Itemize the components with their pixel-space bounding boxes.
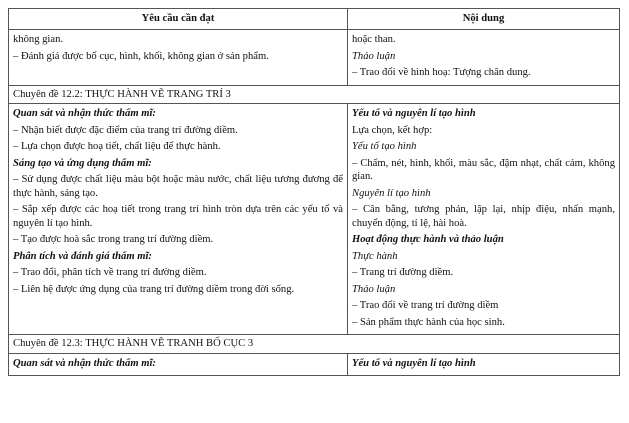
row-b-requirements-cell	[9, 104, 348, 335]
list-item: – Đánh giá được bố cục, hình, khối, không gian ở sản phẩm.	[13, 50, 269, 62]
header-content: Nội dung	[348, 9, 620, 30]
section-heading: Yếu tố và nguyên lí tạo hình	[352, 357, 476, 369]
list-item: – Nhận biết được đặc điểm của trang trí đường diềm.	[13, 124, 238, 136]
list-item: – Lựa chọn được hoạ tiết, chất liệu để thực hành.	[13, 141, 221, 152]
header-requirements: Yêu cầu cần đạt	[9, 9, 348, 30]
topic-title-12-2: Chuyên đề 12.2: THỰC HÀNH VẼ TRANG TRÍ 3	[9, 85, 620, 104]
section-heading: Quan sát và nhận thức thẩm mĩ:	[13, 357, 156, 369]
list-item: – Cân bằng, tương phản, lặp lại, nhịp điệu, nhấn mạnh, chuyển động, tỉ lệ, hài hoà.	[352, 204, 615, 229]
topic-title-12-3: Chuyên đề 12.3: THỰC HÀNH VẼ TRANH BỐ CỤC 3	[9, 335, 620, 354]
topic-row	[9, 335, 620, 354]
row-c-requirements-cell	[9, 353, 348, 376]
list-item: – Trang trí đường diềm.	[352, 267, 454, 278]
list-item: – Trao đổi về trang trí đường diềm	[352, 300, 499, 311]
section-heading: Phân tích và đánh giá thẩm mĩ:	[13, 250, 152, 262]
list-item: Lựa chọn, kết hợp:	[352, 124, 433, 136]
row-a-requirements-cell	[9, 30, 348, 86]
list-item: – Trao đổi, phân tích về trang trí đường diềm.	[13, 267, 207, 278]
list-item: – Chấm, nét, hình, khối, màu sắc, đậm nhạt, chất cảm, không gian.	[352, 157, 615, 182]
list-item: không gian.	[13, 34, 64, 45]
table-row	[9, 104, 620, 335]
table-row	[9, 30, 620, 86]
subsection-label: Nguyên lí tạo hình	[352, 187, 431, 199]
header-row	[9, 9, 620, 30]
section-heading: Sáng tạo và ứng dụng thẩm mĩ:	[13, 157, 152, 169]
list-item: – Sắp xếp được các hoạ tiết trong trang trí hình tròn dựa trên các yếu tố và nguyên lí tạo hình.	[13, 204, 343, 229]
subsection-label: Yếu tố tạo hình	[352, 141, 417, 152]
subsection-label: Thảo luận	[352, 283, 396, 295]
list-item: – Sản phẩm thực hành của học sinh.	[352, 316, 505, 328]
section-heading: Yếu tố và nguyên lí tạo hình	[352, 108, 476, 119]
list-item: – Sử dụng được chất liệu màu bột hoặc màu nước, chất liệu tương đương để thực hành, sáng tạo.	[13, 174, 343, 199]
row-c-content-cell	[348, 353, 620, 376]
section-heading: Hoạt động thực hành và thảo luận	[352, 234, 504, 245]
subsection-label: Thảo luận	[352, 50, 396, 62]
table-row	[9, 353, 620, 376]
curriculum-table	[8, 8, 620, 376]
list-item: – Trao đổi về hình hoạ: Tượng chân dung.	[352, 67, 531, 78]
row-a-content-cell	[348, 30, 620, 86]
subsection-label: Thực hành	[352, 250, 398, 262]
section-heading: Quan sát và nhận thức thẩm mĩ:	[13, 108, 156, 119]
list-item: – Tạo được hoà sắc trong trang trí đường diềm.	[13, 234, 214, 245]
topic-row	[9, 85, 620, 104]
list-item: – Liên hệ được ứng dụng của trang trí đường diềm trong đời sống.	[13, 283, 295, 295]
row-b-content-cell	[348, 104, 620, 335]
list-item: hoặc than.	[352, 34, 396, 45]
